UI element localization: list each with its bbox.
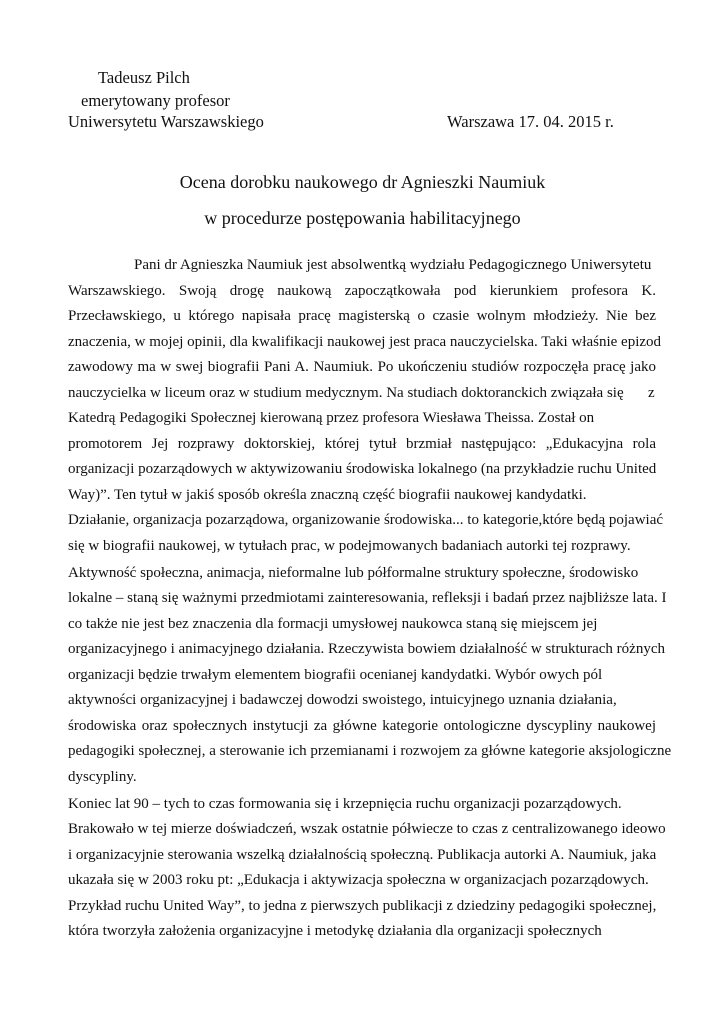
body-line: środowiska oraz społecznych instytucji za główne kategorie ontologiczne dyscypliny naukowej [68,718,656,734]
body-line: Warszawskiego. Swoją drogę naukową zapoczątkowała pod kierunkiem profesora K. [68,283,656,299]
body-line: organizacji pozarządowych w aktywizowaniu środowiska lokalnego (na przykładzie ruchu United [68,461,657,477]
body-line: Katedrą Pedagogiki Społecznej kierowaną przez profesora Wiesława Theissa. Został on [68,410,595,426]
body-line: Way)”. Ten tytuł w jakiś sposób określa znaczną część biografii naukowej kandydatki. [68,487,587,503]
place-date: Warszawa 17. 04. 2015 r. [447,112,614,131]
body-line: co także nie jest bez znaczenia dla formacji umysłowej naukowca staną się miejscem jej [68,616,598,632]
body-line: i organizacyjnie sterowania wszelką działalnością społeczną. Publikacja autorki A. Naumiuk, jaka [68,847,657,863]
body-line: aktywności organizacyjnej i badawczej dowodzi swoistego, intuicyjnego uznania działania, [68,692,617,708]
body-line: Aktywność społeczna, animacja, nieformalne lub półformalne struktury społeczne, środowisko [68,565,639,581]
author-title: emerytowany profesor [81,91,230,110]
document-subtitle: w procedurze postępowania habilitacyjnego [204,208,521,228]
body-line: się w biografii naukowej, w tytułach prac, w podejmowanych badaniach autorki tej rozprawy. [68,538,631,554]
body-line: promotorem Jej rozprawy doktorskiej, której tytuł brzmiał następująco: „Edukacyjna rola [68,436,656,452]
body-line: która tworzyła założenia organizacyjne i metodykę działania dla organizacji społecznych [68,923,602,939]
body-line: organizacji będzie trwałym elementem biografii ocenianej kandydatki. Wybór owych pól [68,667,603,683]
body-line: pedagogiki społecznej, a sterowanie ich przemianami i rozwojem za główne kategorie aksjologiczne [68,743,672,759]
body-line: ukazała się w 2003 roku pt: „Edukacja i aktywizacja społeczna w organizacjach pozarządowych. [68,872,649,888]
body-line: Koniec lat 90 – tych to czas formowania się i krzepnięcia ruchu organizacji pozarządowych. [68,796,622,812]
body-line: zawodowy ma w swej biografii Pani A. Naumiuk. Po ukończeniu studiów rozpoczęła pracę jako [68,359,656,375]
body-line: nauczycielka w liceum oraz w studium medycznym. Na studiach doktoranckich związała się [68,385,624,401]
body-line: Przykład ruchu United Way”, to jedna z pierwszych publikacji z dziedziny pedagogiki społecznej, [68,898,657,914]
body-line: Pani dr Agnieszka Naumiuk jest absolwentką wydziału Pedagogicznego Uniwersytetu [134,257,652,273]
author-affiliation: Uniwersytetu Warszawskiego [68,112,264,131]
document-title: Ocena dorobku naukowego dr Agnieszki Naumiuk [179,172,546,192]
stray-character: z [648,385,655,401]
author-name: Tadeusz Pilch [98,68,190,87]
body-line: lokalne – staną się ważnymi przedmiotami zainteresowania, refleksji i badań przez najbliższe lata. I [68,590,667,606]
body-line: Brakowało w tej mierze doświadczeń, wszak ostatnie półwiecze to czas z centralizowanego ideowo [68,821,666,837]
body-line: Przecławskiego, u którego napisała pracę magisterską o czasie wolnym młodzieży. Nie bez [68,308,656,324]
body-line: organizacyjnego i animacyjnego działania. Rzeczywista bowiem działalność w strukturach różnych [68,641,665,657]
body-line: Działanie, organizacja pozarządowa, organizowanie środowiska... to kategorie,które będą pojawiać [68,512,664,528]
body-line: znaczenia, w mojej opinii, dla kwalifikacji naukowej jest praca nauczycielska. Taki właśnie epizod [68,334,662,350]
body-line: dyscypliny. [68,769,137,785]
